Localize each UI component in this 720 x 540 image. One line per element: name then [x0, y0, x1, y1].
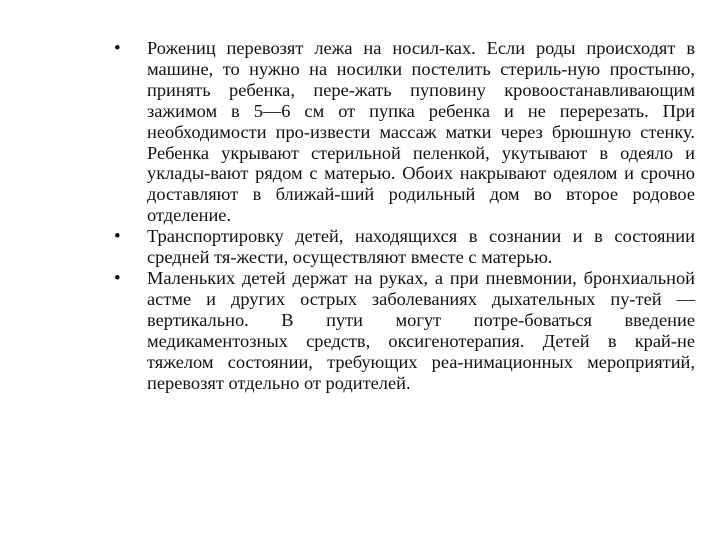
- bullet-icon: •: [114, 267, 121, 289]
- bullet-item-transport-women: [110, 38, 695, 226]
- bullet-text: Транспортировку детей, находящихся в сознании и в состоянии средней тя-жести, осуществляют вместе с матерью.: [147, 226, 695, 268]
- bullet-list: [110, 38, 695, 393]
- bullet-icon: •: [114, 226, 121, 248]
- bullet-text: Рожениц перевозят лежа на носил-ках. Если роды происходят в машине, то нужно на носилки постелить стериль-ную простыню, принять ребенка, пере-жать пуповину кровоостанавливающим зажимом в 5—6 см от пупка ребенка и не перерезать. При необходимости про-извести массаж матки через брюшную стенку. Ребенка укрывают стерильной пеленкой, укутывают в одеяло и уклады-вают рядом с матерью. Обоих накрывают одеялом и срочно доставляют в ближай-ший родильный дом во второе родовое отделение.: [147, 38, 695, 226]
- bullet-icon: •: [114, 38, 121, 59]
- bullet-item-transport-children: [110, 226, 695, 268]
- bullet-text: Маленьких детей держат на руках, а при пневмонии, бронхиальной астме и других острых заболеваниях дыхательных пу-тей — вертикально. В пути могут потре-боваться введение медикаментозных средств, оксигенотерапия. Детей в край-не тяжелом состоянии, требующих реа-нимационных мероприятий, перевозят отдельно от родителей.: [147, 267, 695, 393]
- bullet-item-small-children: [110, 268, 695, 393]
